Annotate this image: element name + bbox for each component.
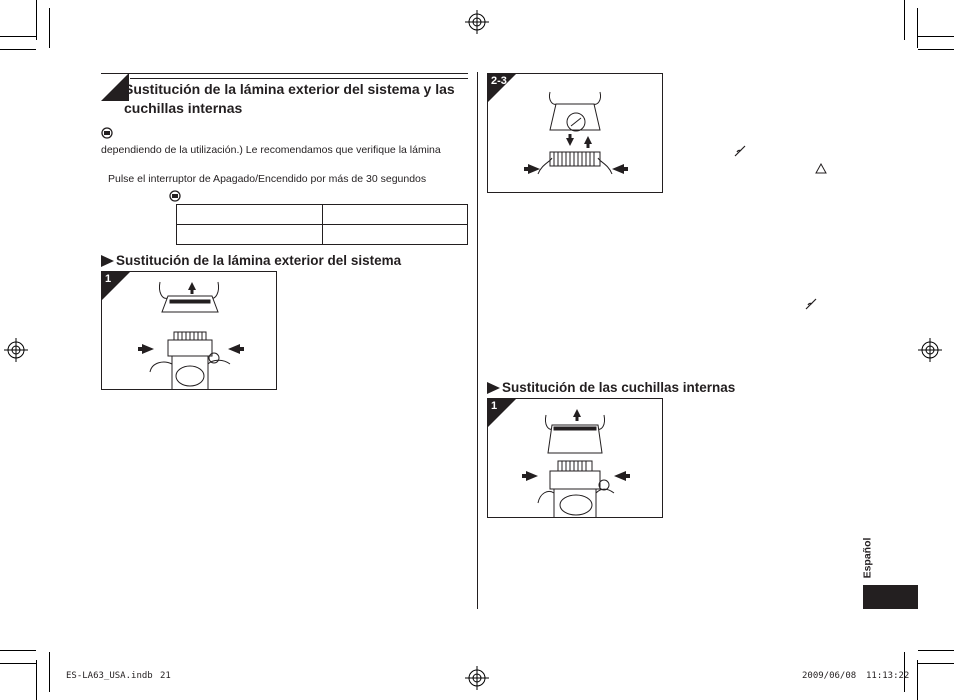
subsection-title: Sustitución de la lámina exterior del sistema (116, 253, 402, 268)
registration-mark-icon (465, 10, 489, 34)
footer-filename: ES-LA63_USA.indb (66, 671, 153, 681)
table-cell (177, 205, 323, 225)
figure-number: 1 (105, 273, 112, 285)
crop-mark (0, 650, 36, 651)
column-divider (477, 72, 478, 609)
footer-date: 2009/06/08 (802, 671, 857, 681)
crop-mark (36, 660, 37, 700)
figure-step-2-3 (487, 73, 663, 193)
crop-mark (36, 0, 37, 40)
crop-mark (0, 36, 36, 37)
shaver-illustration (488, 399, 662, 517)
figure-number: 1 (491, 400, 498, 412)
body-text-line: dependiendo de la utilización.) Le recomendamos que verifique la lámina (101, 144, 441, 156)
figure-outer-foil (101, 271, 277, 390)
figure-number: 2-3 (491, 75, 507, 87)
crop-mark (918, 36, 954, 37)
foil-symbol-icon (733, 144, 747, 158)
heading-rule (130, 78, 468, 79)
crop-mark (917, 660, 918, 700)
table-cell (322, 205, 468, 225)
table-cell (177, 225, 323, 245)
crop-mark (918, 650, 954, 651)
section-title: Sustitución de la lámina exterior del sistema y las cuchillas internas (124, 81, 455, 116)
crop-mark (49, 8, 50, 48)
figure-inner-blades (487, 398, 663, 518)
body-text-line: Pulse el interruptor de Apagado/Encendido por más de 30 segundos (108, 173, 427, 185)
triangle-symbol-icon (815, 163, 827, 175)
shaver-symbol-icon (169, 190, 181, 202)
registration-mark-icon (918, 338, 942, 362)
registration-mark-icon (4, 338, 28, 362)
crop-mark (0, 663, 36, 664)
registration-mark-icon (465, 666, 489, 690)
shaver-illustration (488, 74, 662, 192)
crop-mark (917, 8, 918, 48)
footer-time: 11:13:22 (866, 671, 910, 681)
subsection-title: Sustitución de las cuchillas internas (502, 380, 736, 395)
language-tab-label (862, 537, 878, 583)
crop-mark (49, 652, 50, 692)
crop-mark (0, 49, 36, 50)
foil-symbol-icon (804, 297, 818, 311)
shaver-illustration (102, 272, 276, 389)
replacement-table (176, 204, 468, 245)
table-cell (322, 225, 468, 245)
triangle-bullet-icon (487, 382, 500, 394)
crop-mark (918, 49, 954, 50)
heading-rule (101, 73, 468, 74)
triangle-bullet-icon (101, 255, 114, 267)
shaver-symbol-icon (101, 127, 113, 139)
crop-mark (904, 0, 905, 40)
language-label: Español (861, 537, 874, 579)
crop-mark (918, 663, 954, 664)
language-tab (863, 585, 918, 609)
footer-page-number: 21 (160, 671, 171, 681)
